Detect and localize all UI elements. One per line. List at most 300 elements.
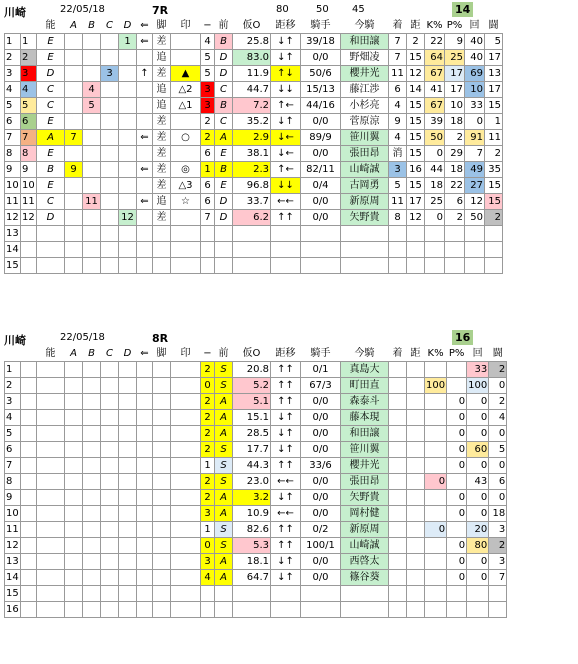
cell-a [65, 474, 83, 490]
cell-fight [485, 226, 503, 242]
cell-c [101, 226, 119, 242]
cell-jockey-now [341, 242, 389, 258]
cell-odds: 18.1 [233, 554, 271, 570]
cell-odds: 2.3 [233, 162, 271, 178]
cell-c [101, 602, 119, 618]
cell-num: 15 [5, 258, 21, 274]
header-blank [21, 346, 37, 362]
cell-p-pct: 17 [445, 82, 465, 98]
cell-move [271, 586, 301, 602]
cell-move: ↑↑ [271, 522, 301, 538]
cell-d [119, 194, 137, 210]
cell-fight: 5 [489, 442, 507, 458]
cell-jockey: 0/0 [301, 554, 341, 570]
cell-odds: 15.1 [233, 410, 271, 426]
cell-d [119, 394, 137, 410]
cell-d [119, 378, 137, 394]
cell-dist: 2 [407, 34, 425, 50]
cell-num2: 1 [21, 34, 37, 50]
cell-jockey-now: 篠谷葵 [341, 570, 389, 586]
cell-num: 13 [5, 554, 21, 570]
distance-badge: 16 [452, 330, 473, 345]
cell-num2 [21, 522, 37, 538]
cell-odds: 3.2 [233, 490, 271, 506]
cell-mark: ☆ [171, 194, 201, 210]
cell-prev: D [215, 50, 233, 66]
cell-num: 6 [5, 442, 21, 458]
cell-a: 7 [65, 130, 83, 146]
column-header-jockey-now: 今騎 [341, 346, 389, 362]
cell-dist [407, 554, 425, 570]
cell-p-pct [445, 258, 465, 274]
table-row [5, 410, 507, 426]
cell-prev: A [215, 570, 233, 586]
cell-rank: 7 [389, 50, 407, 66]
cell-num2: 3 [21, 66, 37, 82]
cell-a [65, 362, 83, 378]
cell-jockey: 0/0 [301, 210, 341, 226]
cell-style: 差 [153, 162, 171, 178]
cell-odds [233, 602, 271, 618]
cell-p-pct: 0 [447, 394, 467, 410]
cell-num2: 5 [21, 98, 37, 114]
cell-minus: 4 [201, 34, 215, 50]
cell-mark [171, 378, 201, 394]
cell-k-pct [425, 602, 447, 618]
cell-count: 20 [467, 522, 489, 538]
cell-style: 差 [153, 34, 171, 50]
cell-prev [215, 226, 233, 242]
cell-count: 7 [465, 146, 485, 162]
cell-mark [171, 474, 201, 490]
cell-a [65, 210, 83, 226]
cell-jockey: 0/0 [301, 426, 341, 442]
cell-ability [37, 242, 65, 258]
cell-d [119, 522, 137, 538]
cell-p-pct: 0 [447, 410, 467, 426]
cell-jockey-now: 笹川翼 [341, 130, 389, 146]
cell-style: 差 [153, 146, 171, 162]
cell-ability [37, 258, 65, 274]
cell-dist: 15 [407, 98, 425, 114]
cell-arrow [137, 178, 153, 194]
cell-style [153, 522, 171, 538]
table-row [5, 442, 507, 458]
cell-count: 40 [465, 50, 485, 66]
cell-num: 2 [5, 378, 21, 394]
cell-jockey-now: 小杉亮 [341, 98, 389, 114]
cell-num: 16 [5, 602, 21, 618]
cell-a [65, 50, 83, 66]
cell-fight: 15 [485, 194, 503, 210]
cell-dist [407, 458, 425, 474]
column-header-minus: − [201, 346, 215, 362]
cell-ability: A [37, 130, 65, 146]
cell-num: 2 [5, 50, 21, 66]
cell-prev: A [215, 130, 233, 146]
cell-mark: △3 [171, 178, 201, 194]
cell-k-pct [425, 458, 447, 474]
table-row [5, 226, 503, 242]
cell-mark: ○ [171, 130, 201, 146]
cell-rank: 5 [389, 178, 407, 194]
cell-fight [489, 602, 507, 618]
cell-dist: 12 [407, 210, 425, 226]
cell-jockey-now: 笹川翼 [341, 442, 389, 458]
cell-num2 [21, 458, 37, 474]
column-header-jockey-now: 今騎 [341, 18, 389, 34]
cell-odds: 6.2 [233, 210, 271, 226]
cell-rank [389, 226, 407, 242]
cell-num2 [21, 226, 37, 242]
cell-style: 差 [153, 114, 171, 130]
race-8-header [0, 330, 578, 346]
cell-b [83, 490, 101, 506]
distance-badge: 14 [452, 2, 473, 17]
cell-mark: ◎ [171, 162, 201, 178]
cell-arrow: ⇐ [137, 162, 153, 178]
cell-style: 差 [153, 130, 171, 146]
cell-rank [389, 506, 407, 522]
cell-mark [171, 34, 201, 50]
cell-style [153, 586, 171, 602]
cell-num: 7 [5, 458, 21, 474]
cell-a [65, 506, 83, 522]
cell-ability: C [37, 194, 65, 210]
cell-num2: 12 [21, 210, 37, 226]
cell-a [65, 378, 83, 394]
cell-ability [37, 458, 65, 474]
cell-minus: 2 [201, 130, 215, 146]
cell-ability: D [37, 210, 65, 226]
cell-ability [37, 394, 65, 410]
cell-num: 12 [5, 210, 21, 226]
cell-num2 [21, 426, 37, 442]
cell-a [65, 146, 83, 162]
cell-c [101, 146, 119, 162]
cell-prev: E [215, 178, 233, 194]
cell-minus: 3 [201, 554, 215, 570]
cell-dist: 15 [407, 146, 425, 162]
cell-p-pct: 2 [445, 210, 465, 226]
cell-k-pct [425, 554, 447, 570]
cell-b [83, 258, 101, 274]
cell-count: 50 [465, 210, 485, 226]
cell-prev: D [215, 194, 233, 210]
table-row [5, 258, 503, 274]
cell-dist [407, 570, 425, 586]
cell-p-pct: 0 [447, 426, 467, 442]
cell-b [83, 602, 101, 618]
column-header-b: B [83, 346, 101, 362]
cell-num2 [21, 586, 37, 602]
cell-c [101, 458, 119, 474]
cell-ability [37, 426, 65, 442]
table-row [5, 426, 507, 442]
cell-move: ↑↑ [271, 210, 301, 226]
cell-fight: 35 [485, 162, 503, 178]
cell-rank: 4 [389, 98, 407, 114]
column-header-arrow: ⇐ [137, 18, 153, 34]
cell-minus: 0 [201, 538, 215, 554]
cell-b [83, 410, 101, 426]
cell-minus: 2 [201, 114, 215, 130]
cell-minus: 6 [201, 178, 215, 194]
race-7-table [4, 18, 503, 274]
header-50: 50 [316, 4, 329, 15]
cell-count: 100 [467, 378, 489, 394]
cell-d [119, 458, 137, 474]
column-header-move: 距移 [271, 18, 301, 34]
cell-num2: 7 [21, 130, 37, 146]
cell-jockey: 67/3 [301, 378, 341, 394]
cell-count: 12 [465, 194, 485, 210]
cell-odds: 23.0 [233, 474, 271, 490]
cell-d [119, 226, 137, 242]
cell-dist: 17 [407, 194, 425, 210]
table-row [5, 98, 503, 114]
cell-prev [215, 602, 233, 618]
cell-fight: 2 [489, 538, 507, 554]
cell-jockey-now: 和田譲 [341, 34, 389, 50]
cell-odds: 44.3 [233, 458, 271, 474]
table-row [5, 506, 507, 522]
cell-num: 7 [5, 130, 21, 146]
cell-mark: △1 [171, 98, 201, 114]
cell-arrow [137, 570, 153, 586]
cell-jockey: 0/0 [301, 410, 341, 426]
cell-dist [407, 226, 425, 242]
cell-c: 3 [101, 66, 119, 82]
cell-b [83, 242, 101, 258]
cell-a [65, 34, 83, 50]
cell-dist: 15 [407, 130, 425, 146]
cell-b [83, 378, 101, 394]
cell-arrow [137, 226, 153, 242]
cell-dist [407, 362, 425, 378]
cell-num: 11 [5, 522, 21, 538]
cell-jockey-now: 和田譲 [341, 426, 389, 442]
cell-p-pct: 18 [445, 162, 465, 178]
cell-jockey-now: 菅原涼 [341, 114, 389, 130]
cell-num2 [21, 410, 37, 426]
cell-rank: 8 [389, 210, 407, 226]
cell-rank [389, 362, 407, 378]
cell-fight: 1 [485, 114, 503, 130]
cell-mark [171, 458, 201, 474]
cell-b [83, 66, 101, 82]
cell-k-pct [425, 538, 447, 554]
cell-c [101, 490, 119, 506]
cell-k-pct: 39 [425, 114, 445, 130]
cell-minus: 3 [201, 506, 215, 522]
cell-style: 追 [153, 194, 171, 210]
header-blank [5, 346, 21, 362]
cell-ability [37, 506, 65, 522]
cell-b [83, 362, 101, 378]
cell-move: ←← [271, 194, 301, 210]
cell-a [65, 114, 83, 130]
cell-count: 80 [467, 538, 489, 554]
cell-count [465, 258, 485, 274]
cell-mark [171, 210, 201, 226]
cell-arrow: ⇐ [137, 34, 153, 50]
cell-p-pct: 25 [445, 50, 465, 66]
cell-k-pct [425, 242, 445, 258]
cell-c [101, 98, 119, 114]
cell-mark: △2 [171, 82, 201, 98]
cell-odds: 33.7 [233, 194, 271, 210]
cell-minus [201, 226, 215, 242]
cell-count: 27 [465, 178, 485, 194]
cell-jockey-now: 真島大 [341, 362, 389, 378]
column-header-jockey: 騎手 [301, 18, 341, 34]
cell-move: ↑← [271, 98, 301, 114]
column-header-style: 脚 [153, 346, 171, 362]
cell-count [467, 602, 489, 618]
cell-style: 追 [153, 82, 171, 98]
cell-k-pct: 0 [425, 522, 447, 538]
cell-jockey: 0/0 [301, 394, 341, 410]
cell-p-pct: 0 [447, 490, 467, 506]
cell-prev: C [215, 82, 233, 98]
cell-d [119, 442, 137, 458]
cell-minus: 5 [201, 50, 215, 66]
cell-rank [389, 242, 407, 258]
cell-k-pct: 44 [425, 162, 445, 178]
column-header-odds: 仮O [233, 346, 271, 362]
cell-a [65, 98, 83, 114]
cell-c [101, 178, 119, 194]
cell-minus: 1 [201, 522, 215, 538]
cell-d [119, 146, 137, 162]
cell-odds: 5.1 [233, 394, 271, 410]
cell-fight: 0 [489, 458, 507, 474]
cell-odds [233, 258, 271, 274]
cell-jockey-now [341, 258, 389, 274]
cell-p-pct [447, 522, 467, 538]
cell-arrow [137, 586, 153, 602]
cell-num: 9 [5, 490, 21, 506]
cell-minus: 2 [201, 394, 215, 410]
column-header-c: C [101, 346, 119, 362]
cell-move: ↑↑ [271, 394, 301, 410]
column-header-style: 脚 [153, 18, 171, 34]
cell-style [153, 602, 171, 618]
cell-num: 10 [5, 178, 21, 194]
column-header-count: 回 [465, 18, 485, 34]
cell-k-pct: 22 [425, 34, 445, 50]
cell-ability: E [37, 50, 65, 66]
cell-jockey-now: 矢野貴 [341, 210, 389, 226]
cell-jockey: 89/9 [301, 130, 341, 146]
cell-d [119, 410, 137, 426]
cell-c [101, 410, 119, 426]
cell-c [101, 570, 119, 586]
cell-d: 12 [119, 210, 137, 226]
cell-k-pct [425, 426, 447, 442]
table-row [5, 378, 507, 394]
cell-style: 追 [153, 98, 171, 114]
cell-mark [171, 522, 201, 538]
cell-prev: A [215, 506, 233, 522]
table-row [5, 178, 503, 194]
cell-prev: S [215, 378, 233, 394]
cell-jockey: 50/6 [301, 66, 341, 82]
cell-dist [407, 474, 425, 490]
cell-p-pct [445, 226, 465, 242]
cell-p-pct: 18 [445, 114, 465, 130]
cell-move: ↓↑ [271, 114, 301, 130]
cell-p-pct: 22 [445, 178, 465, 194]
cell-fight: 0 [489, 490, 507, 506]
cell-arrow: ⇐ [137, 130, 153, 146]
cell-arrow [137, 98, 153, 114]
cell-odds: 11.9 [233, 66, 271, 82]
cell-arrow [137, 538, 153, 554]
cell-ability: C [37, 82, 65, 98]
cell-style [153, 538, 171, 554]
cell-count: 91 [465, 130, 485, 146]
cell-jockey [301, 586, 341, 602]
cell-a [65, 82, 83, 98]
cell-p-pct: 0 [447, 442, 467, 458]
cell-mark [171, 538, 201, 554]
cell-prev: B [215, 34, 233, 50]
cell-fight: 5 [485, 34, 503, 50]
cell-num2: 11 [21, 194, 37, 210]
cell-odds: 44.7 [233, 82, 271, 98]
cell-mark: ▲ [171, 66, 201, 82]
cell-minus: 2 [201, 442, 215, 458]
cell-k-pct: 100 [425, 378, 447, 394]
cell-fight [485, 258, 503, 274]
cell-ability [37, 362, 65, 378]
cell-c [101, 130, 119, 146]
cell-mark [171, 586, 201, 602]
race-7-block [0, 2, 578, 271]
cell-mark [171, 426, 201, 442]
cell-arrow [137, 442, 153, 458]
cell-jockey [301, 226, 341, 242]
cell-d [119, 474, 137, 490]
cell-count [467, 586, 489, 602]
cell-c [101, 474, 119, 490]
column-header-ability: 能 [37, 346, 65, 362]
cell-a [65, 226, 83, 242]
column-header-p-pct: P% [447, 346, 467, 362]
cell-p-pct: 9 [445, 34, 465, 50]
cell-minus [201, 602, 215, 618]
cell-mark [171, 570, 201, 586]
cell-move: ↓↑ [271, 34, 301, 50]
cell-fight: 7 [489, 570, 507, 586]
column-header-move: 距移 [271, 346, 301, 362]
cell-num: 14 [5, 242, 21, 258]
cell-fight: 0 [489, 378, 507, 394]
cell-jockey-now [341, 586, 389, 602]
cell-move: ←← [271, 474, 301, 490]
cell-dist [407, 506, 425, 522]
cell-c [101, 506, 119, 522]
cell-ability: D [37, 66, 65, 82]
cell-fight: 18 [489, 506, 507, 522]
column-header-k-pct: K% [425, 346, 447, 362]
cell-mark [171, 226, 201, 242]
cell-num: 3 [5, 66, 21, 82]
cell-rank [389, 442, 407, 458]
column-header-mark: 印 [171, 346, 201, 362]
